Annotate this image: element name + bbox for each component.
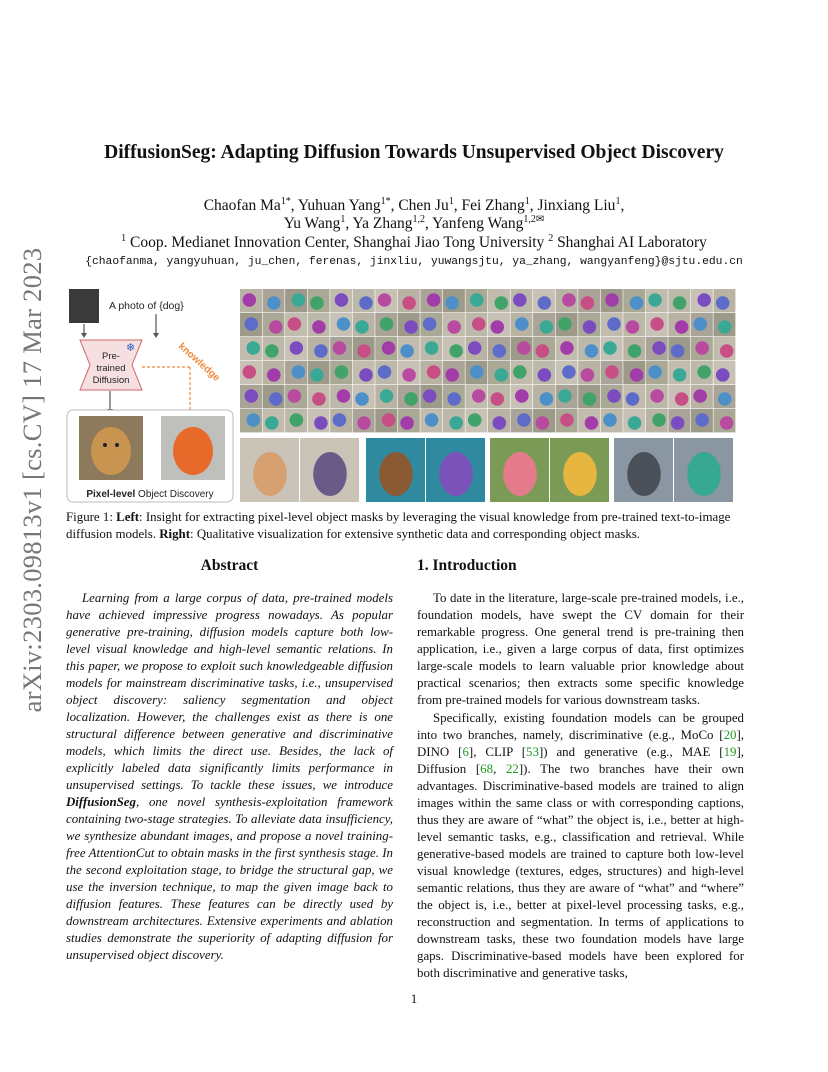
thumbnail xyxy=(420,409,442,432)
thumbnail xyxy=(578,385,600,408)
thumbnail xyxy=(646,337,668,360)
thumbnail xyxy=(533,289,555,312)
thumbnail xyxy=(263,409,285,432)
authors-line-2: Yu Wang$^1$, Ya Zhang$^{1,2}$, Yanfeng Wang$^{1,2✉}$ xyxy=(283,214,545,233)
thumbnail xyxy=(488,337,510,360)
thumbnail xyxy=(691,409,713,432)
synthetic-image-grid xyxy=(240,289,736,433)
arxiv-stamp: arXiv:2303.09813v1 [cs.CV] 17 Mar 2023 xyxy=(17,247,47,713)
thumbnail xyxy=(668,289,690,312)
figure-left-diagram xyxy=(66,287,236,503)
thumbnail xyxy=(511,337,533,360)
thumbnail xyxy=(308,313,330,336)
thumbnail xyxy=(398,385,420,408)
thumbnail xyxy=(240,409,262,432)
thumbnail xyxy=(533,361,555,384)
thumbnail xyxy=(353,409,375,432)
thumbnail xyxy=(713,313,735,336)
thumbnail xyxy=(443,289,465,312)
thumbnail xyxy=(623,313,645,336)
thumbnail xyxy=(623,409,645,432)
thumbnail xyxy=(443,385,465,408)
thumbnail xyxy=(375,385,397,408)
pipeline-svg xyxy=(66,287,236,503)
thumbnail xyxy=(601,385,623,408)
thumbnail xyxy=(578,289,600,312)
thumbnail xyxy=(511,313,533,336)
thumbnail xyxy=(488,409,510,432)
thumbnail xyxy=(308,289,330,312)
thumbnail xyxy=(285,385,307,408)
thumbnail xyxy=(330,313,352,336)
thumbnail xyxy=(330,385,352,408)
thumbnail xyxy=(330,361,352,384)
thumbnail xyxy=(398,313,420,336)
svg-text:trained: trained xyxy=(96,363,126,374)
svg-text:Diffusion: Diffusion xyxy=(92,375,130,386)
thumbnail xyxy=(556,409,578,432)
thumbnail xyxy=(533,385,555,408)
thumbnail xyxy=(375,313,397,336)
paper-title: DiffusionSeg: Adapting Diffusion Towards Unsupervised Object Discovery xyxy=(104,142,724,163)
thumbnail xyxy=(646,385,668,408)
thumbnail xyxy=(556,361,578,384)
thumbnail xyxy=(240,337,262,360)
thumbnail xyxy=(443,361,465,384)
thumbnail xyxy=(353,385,375,408)
page-number: 1 xyxy=(410,991,418,1006)
thumbnail xyxy=(285,409,307,432)
thumbnail xyxy=(465,337,487,360)
thumbnail xyxy=(556,337,578,360)
thumbnail xyxy=(375,361,397,384)
thumbnail xyxy=(240,385,262,408)
citation-link[interactable]: 20 xyxy=(723,728,737,742)
thumbnail xyxy=(443,409,465,432)
thumbnail xyxy=(691,313,713,336)
thumbnail xyxy=(240,289,262,312)
thumbnail xyxy=(263,289,285,312)
citation-link[interactable]: 6 xyxy=(462,745,469,759)
thumbnail-grid-svg xyxy=(240,289,736,433)
thumbnail xyxy=(623,337,645,360)
thumbnail xyxy=(623,289,645,312)
thumbnail xyxy=(713,361,735,384)
thumbnail xyxy=(691,361,713,384)
example-image xyxy=(366,438,425,502)
thumbnail xyxy=(533,313,555,336)
example-mask-image xyxy=(550,438,609,502)
citation-link[interactable]: 19 xyxy=(723,745,737,759)
thumbnail xyxy=(601,313,623,336)
thumbnail xyxy=(375,289,397,312)
thumbnail xyxy=(713,337,735,360)
knowledge-label: knowledge xyxy=(175,341,222,384)
citation-link[interactable]: 68 xyxy=(480,762,494,776)
thumbnail xyxy=(398,289,420,312)
citation-link[interactable]: 53 xyxy=(526,745,539,759)
thumbnail xyxy=(285,289,307,312)
thumbnail xyxy=(601,361,623,384)
example-mask-image xyxy=(300,438,359,502)
introduction-heading: 1. Introduction xyxy=(417,557,517,574)
thumbnail xyxy=(646,409,668,432)
thumbnail xyxy=(578,361,600,384)
thumbnail xyxy=(420,313,442,336)
thumbnail xyxy=(263,313,285,336)
authors-line-1: Chaofan $Ma^{1*}$, Yuhuan Yang$^{1*}$, Chen Ju$^1$, Fei Zhang$^1$, Jinxiang Liu$^1$, xyxy=(203,196,625,215)
thumbnail xyxy=(533,409,555,432)
thumbnail xyxy=(375,337,397,360)
thumbnail xyxy=(601,409,623,432)
thumbnail xyxy=(398,361,420,384)
thumbnail xyxy=(465,289,487,312)
example-image xyxy=(490,438,549,502)
abstract-heading: Abstract xyxy=(200,557,259,574)
thumbnail xyxy=(668,361,690,384)
thumbnail xyxy=(240,313,262,336)
thumbnail xyxy=(308,409,330,432)
thumbnail xyxy=(578,313,600,336)
thumbnail xyxy=(623,361,645,384)
thumbnail xyxy=(691,289,713,312)
thumbnail xyxy=(713,385,735,408)
thumbnail xyxy=(308,337,330,360)
thumbnail xyxy=(465,313,487,336)
thumbnail xyxy=(488,361,510,384)
thumbnail xyxy=(420,337,442,360)
thumbnail xyxy=(691,337,713,360)
thumbnail xyxy=(308,361,330,384)
thumbnail xyxy=(353,337,375,360)
thumbnail xyxy=(511,361,533,384)
svg-text:Pre-: Pre- xyxy=(102,351,120,362)
noise-image xyxy=(69,289,99,323)
thumbnail xyxy=(646,289,668,312)
thumbnail xyxy=(420,361,442,384)
thumbnail xyxy=(398,337,420,360)
example-image xyxy=(614,438,673,502)
thumbnail xyxy=(353,289,375,312)
thumbnail xyxy=(285,313,307,336)
intro-paragraph-2: Specifically, existing foundation models can be grouped into two branches, namely, discriminative (e.g., MoCo [20], DINO [6], CLIP [53]) and generative (e.g., MAE [19], Diffusion [68, 22]). The two branches have their own advantages. Discriminative-based models are trained to align images within the same class or with corresponding captions, thus they are aware of “what” the object is, i.e., better at high-level semantic tasks, e.g., classification and retrieval. While generative-based models are trained to capture both low-level visual knowledge (textures, edges, structures) and high-level semantic relations, thus they are aware of “what” and “where” the object is, i.e., better at pixel-level processing tasks, e.g., reconstruction and segmentation. In terms of applications to downstream tasks, these two foundation models have large gaps. Discriminative-based models have been explored for both discriminative and generative tasks, xyxy=(417,711,744,980)
thumbnail xyxy=(578,409,600,432)
thumbnail xyxy=(556,313,578,336)
thumbnail xyxy=(330,337,352,360)
citation-link[interactable]: 22 xyxy=(505,762,519,776)
example-mask-image xyxy=(426,438,485,502)
thumbnail xyxy=(285,361,307,384)
thumbnail xyxy=(578,337,600,360)
thumbnail xyxy=(420,289,442,312)
thumbnail xyxy=(308,385,330,408)
thumbnail xyxy=(713,289,735,312)
thumbnail xyxy=(511,289,533,312)
thumbnail xyxy=(601,337,623,360)
thumbnail xyxy=(691,385,713,408)
thumbnail xyxy=(443,313,465,336)
figure-caption: Figure 1: Left: Insight for extracting pixel-level object masks by leveraging the visual knowledge from pre-trained text-to-image diffusion models. Right: Qualitative visualization for extensive synthetic data and corresponding object masks. xyxy=(66,510,731,541)
thumbnail xyxy=(330,289,352,312)
affiliations: $^1$ Coop. Medianet Innovation Center, Shanghai Jiao Tong University $^2$ Shanghai AI Laboratory xyxy=(121,233,707,252)
thumbnail xyxy=(556,385,578,408)
thumbnail xyxy=(398,409,420,432)
thumbnail xyxy=(511,409,533,432)
thumbnail xyxy=(443,337,465,360)
thumbnail xyxy=(533,337,555,360)
discovery-label: Pixel-level Object Discovery xyxy=(86,489,214,500)
thumbnail xyxy=(330,409,352,432)
thumbnail xyxy=(556,289,578,312)
thumbnail xyxy=(511,385,533,408)
example-mask-image xyxy=(674,438,733,502)
thumbnail xyxy=(240,361,262,384)
thumbnail xyxy=(465,385,487,408)
thumbnail xyxy=(353,313,375,336)
example-pairs-strip xyxy=(240,438,736,502)
thumbnail xyxy=(623,385,645,408)
thumbnail xyxy=(465,361,487,384)
thumbnail xyxy=(263,361,285,384)
thumbnail xyxy=(488,313,510,336)
thumbnail xyxy=(646,313,668,336)
thumbnail xyxy=(465,409,487,432)
thumbnail xyxy=(285,337,307,360)
thumbnail xyxy=(488,289,510,312)
snowflake-icon: ❄ xyxy=(126,342,136,354)
thumbnail xyxy=(668,409,690,432)
intro-paragraph-1: To date in the literature, large-scale pre-trained models, i.e., foundation models, have swept the CV domain for their remarkable progress. One general trend is pre-training then application, i.e., given a large corpus of data, first optimizes large-scale models to learn valuable prior knowledge about practical scenarios; then extracts some specific knowledge from pre-trained models for various downstream tasks. xyxy=(417,591,744,707)
example-pairs-svg xyxy=(240,438,736,502)
thumbnail xyxy=(601,289,623,312)
thumbnail xyxy=(488,385,510,408)
thumbnail xyxy=(420,385,442,408)
thumbnail xyxy=(263,337,285,360)
thumbnail xyxy=(353,361,375,384)
thumbnail xyxy=(375,409,397,432)
thumbnail xyxy=(668,337,690,360)
abstract-body: Learning from a large corpus of data, pre-trained models have achieved impressive progress nowadays. As popular generative pre-training, diffusion models capture both low-level visual knowledge and high-level semantic relations. In this paper, we propose to exploit such knowledgeable diffusion models for mainstream discriminative tasks, i.e., unsupervised object discovery: saliency segmentation and object localization. However, the challenges exist as there is one structural difference between generative and discriminative models, which limits the direct use. Besides, the lack of explicitly labeled data significantly limits performance in unsupervised settings. To tackle these issues, we introduce DiffusionSeg, one novel synthesis-exploitation framework containing two-stage strategies. To alleviate data insufficiency, we synthesize abundant images, and propose a novel training-free AttentionCut to obtain masks in the first synthesis stage. In the second exploitation stage, to bridge the structural gap, we use the inversion technique, to map the given image back to diffusion features. These features can be directly used by downstream architectures. Extensive experiments and ablation studies demonstrate the superiority of adapting diffusion for unsupervised object discovery. xyxy=(66,591,393,962)
prompt-text: A photo of {dog} xyxy=(109,300,184,312)
thumbnail xyxy=(668,385,690,408)
example-image xyxy=(240,438,299,502)
author-emails: {chaofanma, yangyuhuan, ju_chen, ferenas, jinxliu, yuwangsjtu, ya_zhang, wangyanfeng}@sjtu.edu.cn xyxy=(85,256,743,268)
thumbnail xyxy=(713,409,735,432)
thumbnail xyxy=(646,361,668,384)
thumbnail xyxy=(263,385,285,408)
thumbnail xyxy=(668,313,690,336)
